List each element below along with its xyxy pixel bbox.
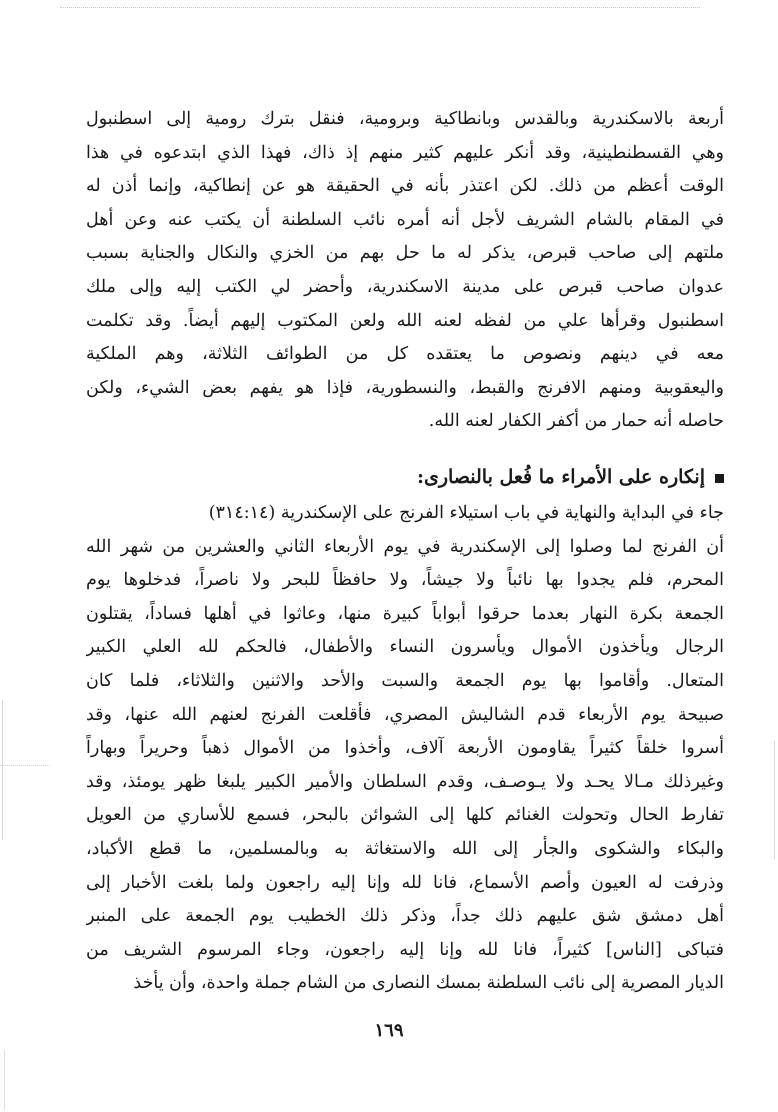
scan-artifact-right (774, 740, 775, 860)
text-line: الوقت أعظم من ذلك. لكن اعتذر بأنه في الحقيقة هو عن إنطاكية، وإنما أذن له (86, 176, 724, 197)
text-line: جاء في البداية والنهاية في باب استيلاء الفرنج على الإسكندرية (٣١٤:١٤) (208, 503, 724, 523)
text-line: والبكاء والشكوى والجأر إلى الله والاستغاثة به وبالمسلمين، ما قطع الأكباد، (86, 838, 724, 859)
text-line: عدوان صاحب قبرص على مدينة الاسكندرية، وأحضر لي الكتب إليه وإلى ملك (86, 276, 724, 297)
section-heading-text: إنكاره على الأمراء ما فُعل بالنصارى: (416, 466, 705, 488)
text-line: الجمعة بكرة النهار بعدما حرقوا أبواباً كبيرة منها، وعاثوا في أهلها فساداً، يقتلون (86, 603, 724, 624)
text-line: معه في دينهم ونصوص ما يعتقده كل من الطوائف الثلاثة، وهم الملكية (86, 344, 724, 365)
text-line: وهي القسطنطينية، وقد أنكر عليهم كثير منهم إذ ذاك، فهذا الذي ابتدعوه في هذا (86, 142, 724, 163)
text-line: وذرفت له العيون وأصم الأسماع، فانا لله وإنا إليه راجعون ولما بلغت الأخبار إلى (86, 872, 724, 893)
scan-artifact-left-dotted (0, 765, 50, 766)
paragraph-1 (86, 103, 724, 439)
square-bullet-icon (715, 474, 724, 483)
paragraph-2 (86, 497, 724, 1001)
text-line: حاصله أنه حمار من أكفر الكفار لعنه الله. (428, 411, 724, 432)
text-line: أسروا خلقاً كثيراً يقاومون الأربعة آلاف، وأخذوا من الأموال ذهباً وحريراً وبهاراً (86, 738, 724, 759)
text-line: الرجال ويأخذون الأموال ويأسرون النساء والأطفال، فالحكم لله العلي الكبير (86, 637, 724, 658)
text-line: المتعال. وأقاموا بها يوم الجمعة والسبت والأحد والاثنين والثلاثاء، فلما كان (86, 670, 724, 691)
text-line: المحرم، فلم يجدوا بها نائباً ولا جيشاً، ولا حافظاً للبحر ولا ناصراً، فدخلوها يوم (86, 570, 724, 591)
text-line: في المقام بالشام الشريف لأجل أنه أمره نائب السلطنة أن يكتب عنه وعن أهل (86, 209, 724, 230)
section-heading (86, 460, 724, 494)
text-line: واليعقوبية ومنهم الافرنج والقبط، والنسطورية، فإذا هو يفهم بعض الشيء، ولكن (86, 377, 724, 398)
scan-artifact-left (2, 700, 3, 840)
text-line: أن الفرنج لما وصلوا إلى الإسكندرية في يوم الأربعاء الثاني والعشرين من شهر الله (86, 536, 724, 557)
text-line: أهل دمشق شق عليهم ذلك جداً، وذكر ذلك الخطيب يوم الجمعة على المنبر (86, 906, 724, 927)
text-line: ملتهم إلى صاحب قبرص، يذكر له ما حل بهم من الخزي والنكال والجناية بسبب (86, 243, 724, 264)
text-line: صبيحة يوم الأربعاء قدم الشاليش المصري، فأقلعت الفرنج لعنهم الله عنها، وقد (86, 704, 724, 725)
scan-artifact-top (60, 7, 700, 8)
text-line: اسطنبول وقرأها علي من لفظه لعنه الله ولعن المكتوب إليهم أيضاً. وقد تكلمت (86, 310, 724, 331)
text-line: أربعة بالاسكندرية وبالقدس وبانطاكية وبرومية، فنقل بترك رومية إلى اسطنبول (86, 109, 724, 129)
text-line: فتباكى [الناس] كثيراً، فانا لله وإنا إليه راجعون، وجاء المرسوم الشريف من (86, 939, 724, 960)
text-line: الديار المصرية إلى نائب السلطنة بمسك النصارى من الشام جملة واحدة، وأن يأخذ (133, 973, 724, 994)
scan-artifact-bottom-left (4, 1050, 5, 1110)
text-line: وغيرذلك مـالا يحـد ولا يـوصـف، وقدم السلطان والأمير الكبير يلبغا ظهر يومئذ، وقد (86, 771, 724, 792)
text-line: تفارط الحال وتحولت الغنائم كلها إلى الشوائن بالبحر، فسمع للأساري من العويل (86, 805, 724, 826)
page-number: ١٦٩ (374, 1020, 404, 1041)
